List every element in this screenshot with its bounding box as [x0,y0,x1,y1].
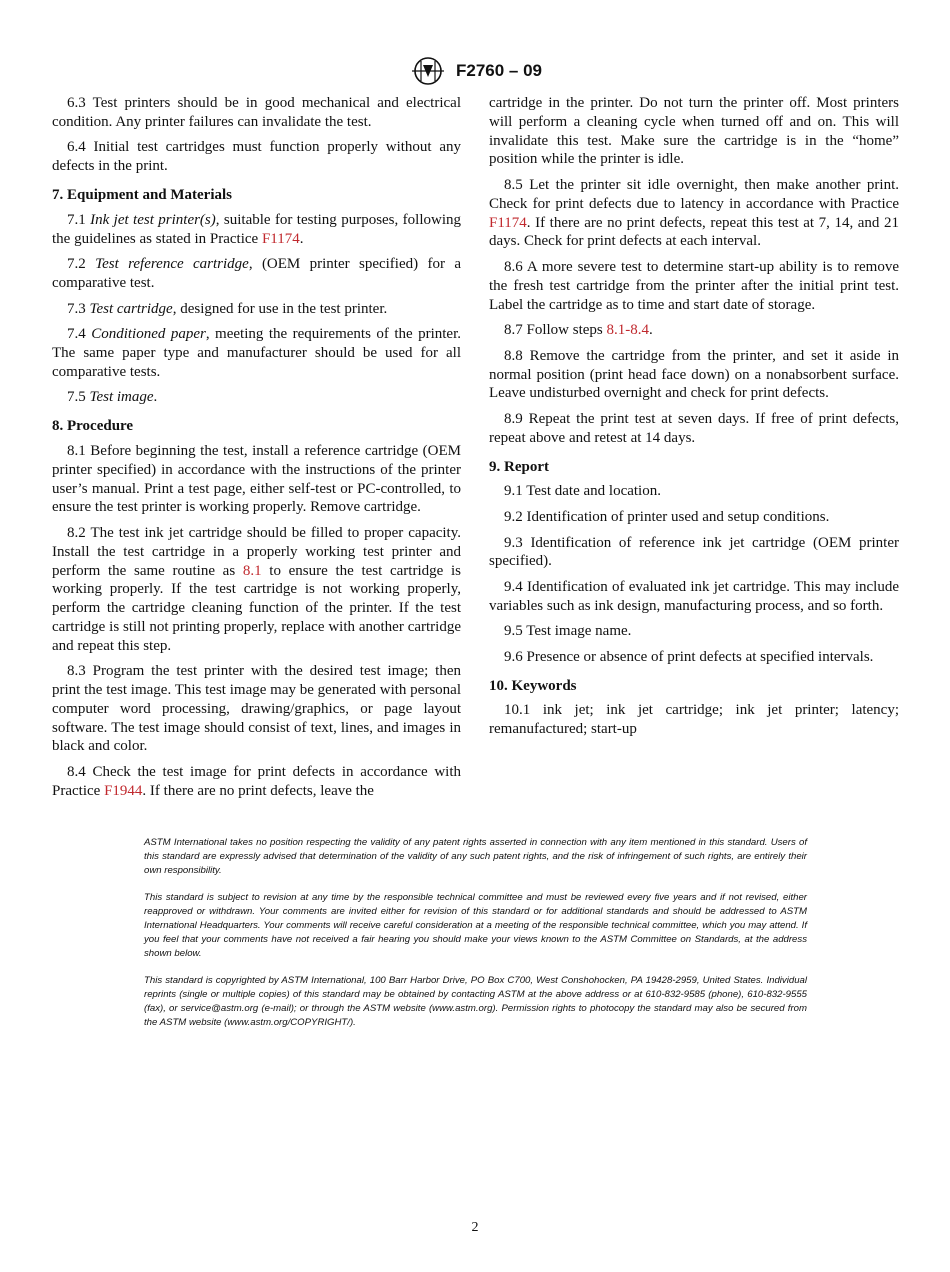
paragraph-8-9: 8.9 Repeat the print test at seven days. If free of print defects, repeat above and retest at 14 days. [489,410,900,446]
paragraph-8-7: 8.7 Follow steps 8.1-8.4. [504,322,653,339]
document-designation: F2760 – 09 [455,61,542,80]
paragraph-6-4: 6.4 Initial test cartridges must function properly without any defects in the print. [52,139,461,175]
paragraph-8-8: 8.8 Remove the cartridge from the printer, and set it aside in normal position (print head face down) on a nonabsorbent surface. Leave undisturbed overnight and check for print defects. [489,347,900,402]
reference-link-f1174[interactable]: F1174 [261,230,300,247]
paragraph-7-5: 7.5 Test image. [67,389,158,406]
paragraph-8-2: 8.2 The test ink jet cartridge should be filled to proper capacity. Install the test cartridge in a properly working test printer and perform the same routine as 8.1 to ensure the test cartridge is working properly. If the test cartridge is not working properly, perform the cartridge cleaning function of the printer. If the test cartridge is still not printing properly, replace with another cartridge and repeat this step. [52,524,461,654]
page-number: 2 [471,1220,479,1235]
paragraph-8-1: 8.1 Before beginning the test, install a reference cartridge (OEM printer specified) in accordance with the instructions of the printer user’s manual. Print a test page, either self-test or PC-controlled, to ensure the test printer is working properly. Remove cartridge. [52,442,462,516]
section-heading-9: 9. Report [489,458,549,475]
paragraph-8-5: 8.5 Let the printer sit idle overnight, then make another print. Check for print defects due to latency in accordance with Practice F1174. If there are no print defects, repeat this test at 7, 14, and 21 days. Check for print defects at each interval. [489,176,899,250]
paragraph-7-1: 7.1 Ink jet test printer(s), suitable for testing purposes, following the guidelines as stated in Practice F1174. [52,211,461,247]
paragraph-8-6: 8.6 A more severe test to determine start-up ability is to remove the fresh test cartridge from the printer after the initial print test. Label the cartridge as to time and start date of storage. [489,258,899,313]
paragraph-9-5: 9.5 Test image name. [504,623,632,640]
reference-link-f1944[interactable]: F1944 [104,782,143,799]
paragraph-8-4-continued: cartridge in the printer. Do not turn the printer off. Most printers will perform a cleaning cycle when turned off and on. This will invalidate this test. Make sure the cartridge is in the “home” position while the printer is idle. [489,95,899,168]
paragraph-7-3: 7.3 Test cartridge, designed for use in the test printer. [67,300,388,317]
revision-notice: This standard is subject to revision at any time by the responsible technical committee and must be reviewed every five years and if not revised, either reapproved or withdrawn. Your comments are invited either for revision of this standard or for additional standards and should be addressed to ASTM International Headquarters. Your comments will receive careful consideration at a meeting of the responsible technical committee, which you may attend. If you feel that your comments have not received a fair hearing you should make your views known to the ASTM Committee on Standards, at the address shown below. [144,892,807,959]
section-heading-10: 10. Keywords [489,677,577,694]
paragraph-8-3: 8.3 Program the test printer with the desired test image; then print the test image. This test image may be generated with personal computer word processing, drawing/graphics, or page layout software. The test image should consist of text, lines, and images in black and color. [52,663,462,755]
page-header [0,56,950,86]
paragraph-8-4: 8.4 Check the test image for print defects in accordance with Practice F1944. If there are no print defects, leave the [52,764,462,799]
copyright-notice: This standard is copyrighted by ASTM International, 100 Barr Harbor Drive, PO Box C700, West Conshohocken, PA 19428-2959, United States. Individual reprints (single or multiple copies) of this standard may be obtained by contacting ASTM at the above address or at 610-832-9585 (phone), 610-832-9555 (fax), or service@astm.org (e-mail); or through the ASTM website (www.astm.org). Permission rights to photocopy the standard may also be secured from the ASTM website (www.astm.org/COPYRIGHT/). [144,975,807,1029]
paragraph-9-6: 9.6 Presence or absence of print defects at specified intervals. [504,648,874,665]
left-column [52,94,461,807]
paragraph-10-1: 10.1 ink jet; ink jet cartridge; ink jet printer; latency; remanufactured; start-up [489,702,899,738]
patent-notice: ASTM International takes no position respecting the validity of any patent rights asserted in connection with any item mentioned in this standard. Users of this standard are expressly advised that determination of the validity of any such patent rights, and the risk of infringement of such rights, are entirely their own responsibility. [144,837,807,876]
paragraph-7-4: 7.4 Conditioned paper, meeting the requirements of the printer. The same paper type and manufacturer should be used for all comparative tests. [52,326,462,380]
paragraph-9-3: 9.3 Identification of reference ink jet cartridge (OEM printer specified). [489,534,900,570]
astm-logo-icon [408,56,448,86]
right-column [489,94,899,746]
reference-link-f1174[interactable]: F1174 [489,214,527,231]
paragraph-9-4: 9.4 Identification of evaluated ink jet cartridge. This may include variables such as ink design, manufacturing process, and so forth. [489,578,900,614]
paragraph-9-2: 9.2 Identification of printer used and setup conditions. [504,508,830,525]
reference-link-8-1[interactable]: 8.1 [242,562,262,579]
legal-footer [144,836,807,1044]
paragraph-6-3: 6.3 Test printers should be in good mechanical and electrical condition. Any printer failures can invalidate the test. [52,95,461,130]
paragraph-9-1: 9.1 Test date and location. [504,483,661,500]
section-heading-8: 8. Procedure [52,418,134,435]
paragraph-7-2: 7.2 Test reference cartridge, (OEM printer specified) for a comparative test. [52,256,461,291]
section-heading-7: 7. Equipment and Materials [52,186,233,203]
reference-link-8-1-8-4[interactable]: 8.1-8.4 [606,322,650,339]
